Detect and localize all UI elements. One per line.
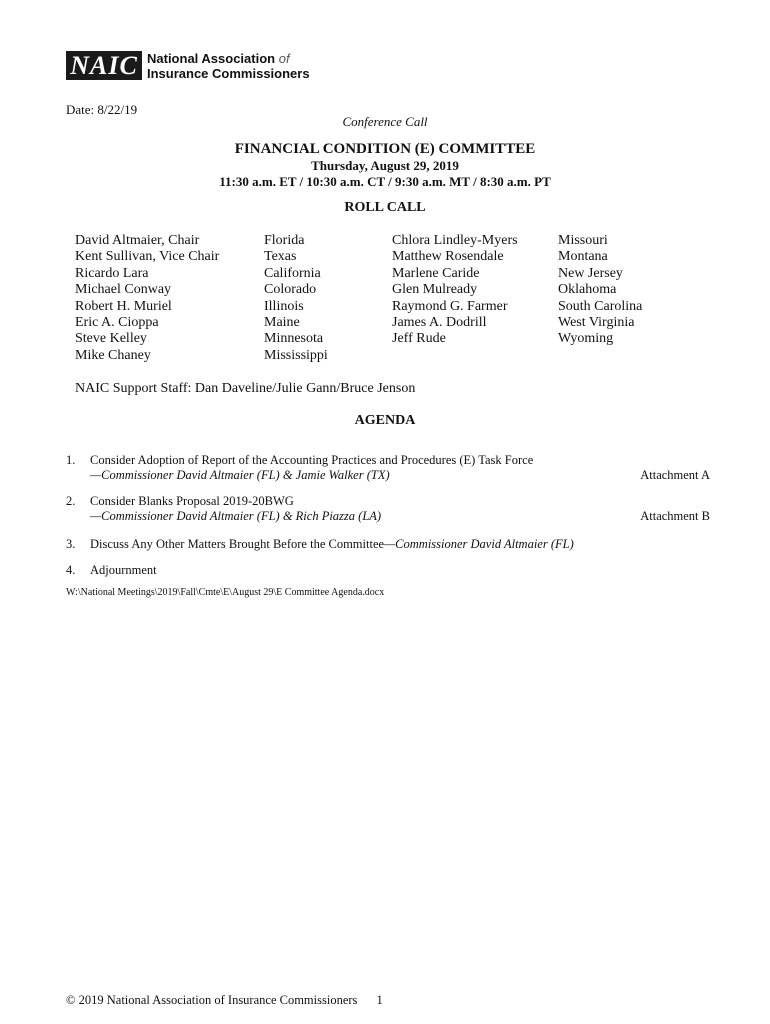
agenda-item-text: Discuss Any Other Matters Brought Before the Committee: [90, 537, 385, 551]
agenda-item-number: 4.: [66, 563, 76, 577]
org-line1: National Association: [147, 51, 276, 66]
meeting-type: Conference Call: [342, 114, 428, 129]
agenda-item: [66, 494, 710, 526]
member-state: Florida: [264, 233, 305, 248]
member-name: David Altmaier, Chair: [75, 233, 200, 248]
agenda-item-text: Consider Adoption of Report of the Accounting Practices and Procedures (E) Task Force: [90, 453, 534, 467]
member-name: Marlene Caride: [392, 265, 480, 281]
member-name: Mike Chaney: [75, 347, 151, 363]
member-name: Robert H. Muriel: [75, 298, 172, 314]
agenda-heading: AGENDA: [354, 413, 416, 428]
member-state: Oklahoma: [558, 282, 617, 298]
meeting-times: 11:30 a.m. ET / 10:30 a.m. CT / 9:30 a.m. MT / 8:30 a.m. PT: [219, 174, 551, 189]
member-name: James A. Dodrill: [392, 315, 487, 331]
member-state: Maine: [264, 315, 300, 331]
agenda-item-presenter: —Commissioner David Altmaier (FL) & Rich Piazza (LA): [90, 509, 382, 523]
member-state: California: [264, 265, 321, 281]
footer: [66, 993, 383, 1008]
agenda-item-text: Consider Blanks Proposal 2019-20BWG: [90, 494, 294, 508]
roll-call-heading: ROLL CALL: [344, 200, 426, 215]
agenda-item-number: 2.: [66, 494, 76, 508]
support-staff: NAIC Support Staff: Dan Daveline/Julie Gann/Bruce Jenson: [75, 381, 416, 396]
member-state: Illinois: [264, 298, 304, 314]
org-of: of: [278, 51, 290, 66]
attachment-label: Attachment A: [640, 468, 710, 482]
roll-call-states-col2: [558, 233, 642, 348]
roll-call-states-col1: [264, 233, 328, 364]
member-state: Wyoming: [558, 331, 614, 347]
agenda-item: [66, 563, 706, 579]
member-name: Chlora Lindley-Myers: [392, 233, 518, 248]
agenda-item: [66, 453, 710, 485]
member-name: Kent Sullivan, Vice Chair: [75, 249, 220, 265]
roll-call-names-col2: [392, 233, 518, 348]
member-name: Steve Kelley: [75, 331, 147, 347]
roll-call-names-col1: [75, 233, 219, 364]
agenda-item-presenter: —Commissioner David Altmaier (FL): [384, 537, 574, 551]
member-state: West Virginia: [558, 315, 635, 331]
member-state: Montana: [558, 249, 608, 265]
member-state: Missouri: [558, 233, 608, 248]
member-name: Raymond G. Farmer: [392, 298, 508, 314]
agenda-item-number: 3.: [66, 537, 76, 551]
member-state: New Jersey: [558, 265, 623, 281]
member-state: Texas: [264, 249, 297, 265]
org-line2: Insurance Commissioners: [147, 66, 310, 81]
agenda-item: [66, 537, 706, 553]
member-name: Jeff Rude: [392, 331, 446, 347]
member-state: Colorado: [264, 282, 317, 298]
agenda-item-text: Adjournment: [90, 563, 157, 577]
member-name: Eric A. Cioppa: [75, 315, 159, 331]
agenda-item-presenter: —Commissioner David Altmaier (FL) & Jamie Walker (TX): [90, 468, 390, 482]
committee-title: FINANCIAL CONDITION (E) COMMITTEE: [234, 141, 536, 157]
member-name: Matthew Rosendale: [392, 249, 504, 265]
page-number: 1: [376, 993, 383, 1007]
member-name: Glen Mulready: [392, 282, 478, 298]
naic-logo-text: [147, 51, 310, 81]
member-state: Mississippi: [264, 347, 328, 363]
document-date: Date: 8/22/19: [66, 102, 138, 117]
member-name: Ricardo Lara: [75, 265, 149, 281]
naic-logo-mark: NAIC: [66, 51, 142, 80]
member-state: South Carolina: [558, 298, 643, 314]
meeting-day: Thursday, August 29, 2019: [311, 158, 459, 173]
file-path: W:\National Meetings\2019\Fall\Cmte\E\August 29\E Committee Agenda.docx: [66, 587, 385, 598]
agenda-item-number: 1.: [66, 453, 76, 467]
member-state: Minnesota: [264, 331, 324, 347]
member-name: Michael Conway: [75, 282, 172, 298]
copyright-text: © 2019 National Association of Insurance Commissioners: [66, 993, 358, 1007]
attachment-label: Attachment B: [640, 509, 710, 523]
